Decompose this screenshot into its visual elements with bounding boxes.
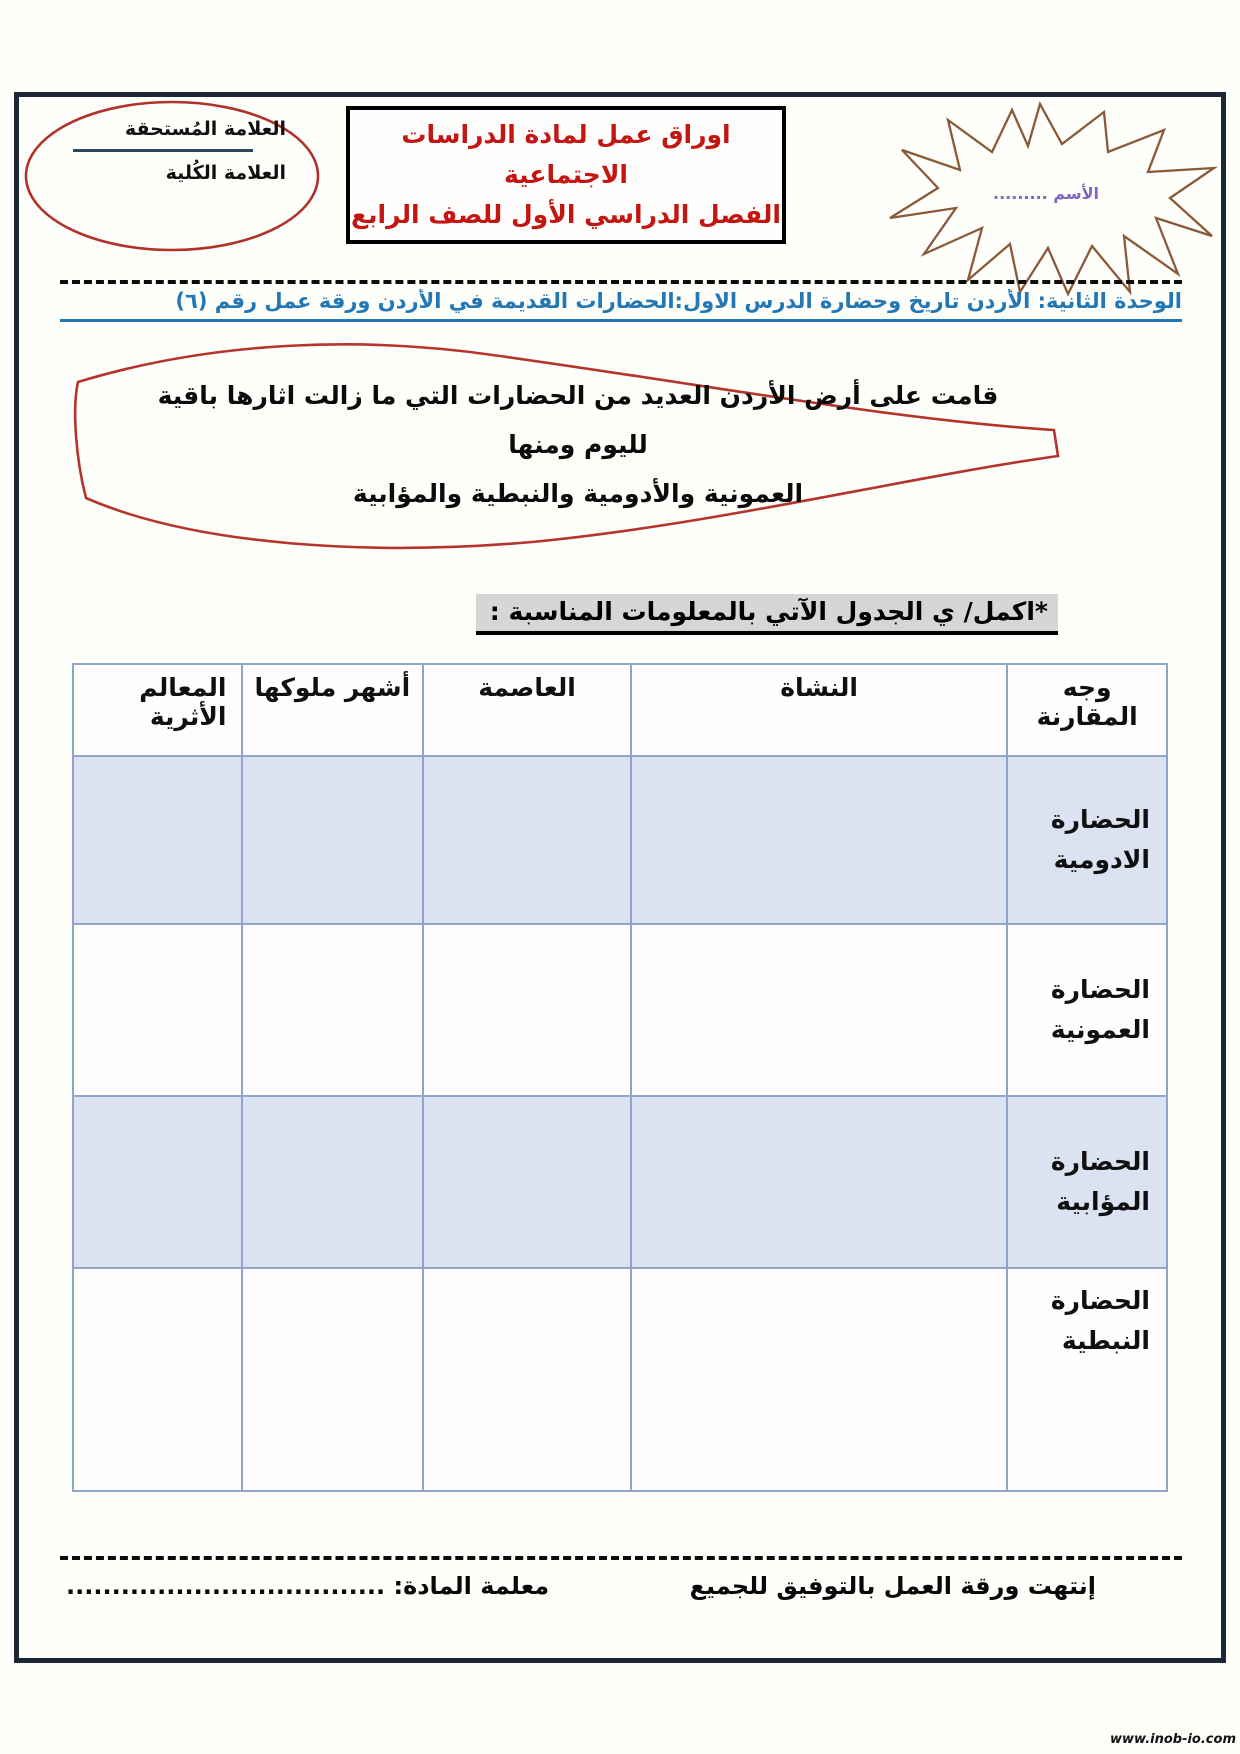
site-watermark: www.inob-io.com xyxy=(1110,1732,1236,1747)
answer-cell[interactable] xyxy=(423,924,631,1096)
unit-lesson-line: الوحدة الثانية: الأردن تاريخ وحضارة الدرس الاول:الحضارات القديمة في الأردن ورقة عمل رقم (٦) xyxy=(60,289,1182,322)
table-row xyxy=(73,924,1167,1096)
task-heading: *اكمل/ ي الجدول الآتي بالمعلومات المناسبة : xyxy=(476,594,1058,635)
name-burst xyxy=(872,96,1220,296)
end-of-worksheet-text: إنتهت ورقة العمل بالتوفيق للجميع xyxy=(689,1572,1096,1600)
answer-cell[interactable] xyxy=(631,1268,1007,1491)
answer-cell[interactable] xyxy=(631,924,1007,1096)
table-body xyxy=(73,756,1167,1491)
answer-cell[interactable] xyxy=(242,924,424,1096)
teacher-signature xyxy=(66,1572,549,1600)
row-label: الحضارة العمونية xyxy=(1007,924,1167,1096)
teacher-label: معلمة المادة: xyxy=(393,1572,550,1600)
table-header-row xyxy=(73,664,1167,756)
total-mark-label: العلامة الكُلية xyxy=(165,162,286,184)
marks-box xyxy=(62,118,286,184)
teacher-dotted-line[interactable]: ................................... xyxy=(66,1572,386,1600)
answer-cell[interactable] xyxy=(242,756,424,924)
worksheet-title-box xyxy=(346,106,786,244)
title-line-1: اوراق عمل لمادة الدراسات الاجتماعية xyxy=(401,120,731,189)
comparison-table xyxy=(72,663,1168,1492)
table-row xyxy=(73,1268,1167,1491)
answer-cell[interactable] xyxy=(73,1268,242,1491)
row-label: الحضارة المؤابية xyxy=(1007,1096,1167,1268)
earned-mark-label: العلامة المُستحقة xyxy=(124,118,286,140)
answer-cell[interactable] xyxy=(423,1268,631,1491)
table-row xyxy=(73,1096,1167,1268)
answer-cell[interactable] xyxy=(242,1268,424,1491)
intro-text-line-1: قامت على أرض الأردن العديد من الحضارات التي ما زالت اثارها باقية لليوم ومنها xyxy=(157,381,999,459)
answer-cell[interactable] xyxy=(242,1096,424,1268)
answer-cell[interactable] xyxy=(73,756,242,924)
intro-banner xyxy=(66,332,1070,560)
column-header: وجه المقارنة xyxy=(1007,664,1167,756)
marks-divider-line xyxy=(73,149,253,152)
column-header: المعالم الأثرية xyxy=(73,664,242,756)
answer-cell[interactable] xyxy=(423,756,631,924)
answer-cell[interactable] xyxy=(631,756,1007,924)
footer xyxy=(66,1572,1096,1600)
title-line-2: الفصل الدراسي الأول للصف الرابع xyxy=(351,200,781,229)
answer-cell[interactable] xyxy=(631,1096,1007,1268)
top-dashed-rule xyxy=(60,280,1182,284)
answer-cell[interactable] xyxy=(423,1096,631,1268)
answer-cell[interactable] xyxy=(73,1096,242,1268)
column-header: العاصمة xyxy=(423,664,631,756)
answer-cell[interactable] xyxy=(73,924,242,1096)
row-label: الحضارة النبطية xyxy=(1007,1268,1167,1491)
row-label: الحضارة الادومية xyxy=(1007,756,1167,924)
table-row xyxy=(73,756,1167,924)
column-header: أشهر ملوكها xyxy=(242,664,424,756)
bottom-dashed-rule xyxy=(60,1556,1182,1560)
column-header: النشاة xyxy=(631,664,1007,756)
intro-text xyxy=(136,372,1020,518)
intro-text-line-2: العمونية والأدومية والنبطية والمؤابية xyxy=(352,478,804,508)
student-name-field[interactable]: الأسم ......... xyxy=(993,184,1099,203)
